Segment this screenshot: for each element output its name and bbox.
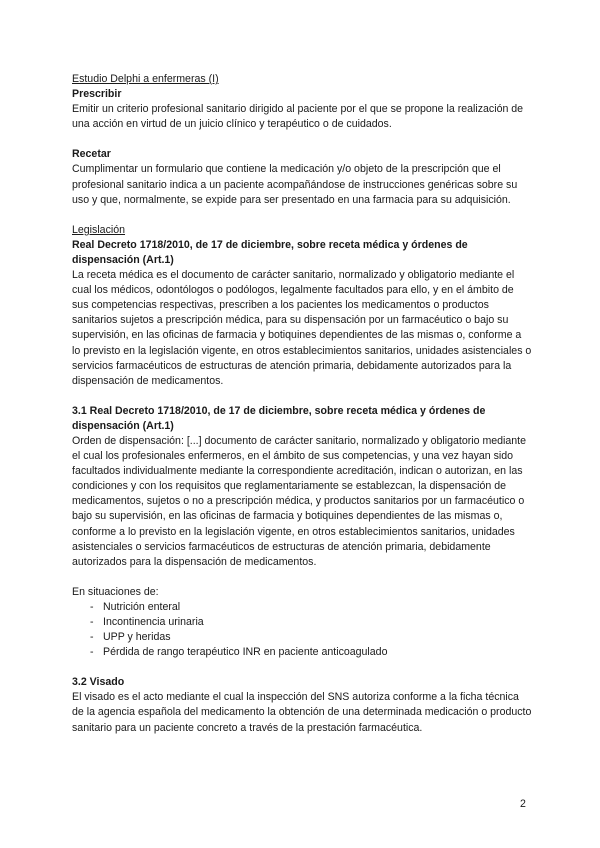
prescribir-text: Emitir un criterio profesional sanitario dirigido al paciente por el que se propone la realización de una acción en virtud de un juicio clínico y terapéutico o de cuidados. (72, 103, 524, 131)
spacer (72, 208, 532, 223)
list-item: - Incontinencia urinaria (88, 615, 532, 630)
real-decreto-3-1-text: Orden de dispensación: [...] documento de carácter sanitario, normalizado y obligatorio mediante el cual los profesionales enfermeros, en el ámbito de sus competencias, y una vez hayan sido facultados individualmente mediante la correspondiente acreditación, indican o autorizan, en las condiciones y con los requisitos que reglamentariamente se establezcan, la dispensación de medicamentos, sujetos o no a prescripción médica, y productos sanitarios por un farmacéutico o bajo su supervisión, en las oficinas de farmacia y botiquines dependientes de las mismas o, conforme a lo previsto en la legislación vigente, en otros establecimientos sanitarios, unidades asistenciales o servicios farmacéuticos de estructuras de atención primaria, debidamente autorizados para la dispensación de medicamentos. (72, 434, 527, 568)
real-decreto-text: La receta médica es el documento de carácter sanitario, normalizado y obligatorio mediante el cual los médicos, odontólogos o podólogos, legalmente facultados para ello, y en el ámbito de sus competencias respectivas, prescriben a los pacientes los medicamentos o productos sanitarios sujetos a prescripción médica, para su dispensación por un farmacéutico o bajo su supervisión, en las oficinas de farmacia y botiquines dependientes de las mismas o, conforme a lo previsto en la legislación vigente, en otros establecimientos sanitarios, unidades asistenciales o servicios farmacéuticos de estructuras de atención primaria, debidamente autorizados para la dispensación de medicamentos. (72, 269, 532, 387)
spacer (72, 132, 532, 147)
prescribir-title: Prescribir (72, 88, 122, 101)
section-heading: Estudio Delphi a enfermeras (I) (72, 73, 219, 85)
legislacion-heading: Legislación (72, 223, 126, 236)
real-decreto-title: Real Decreto 1718/2010, de 17 de diciembre, sobre receta médica y órdenes de dispensación (Art.1) (72, 238, 468, 266)
situaciones-list (72, 600, 532, 660)
document-page (72, 72, 532, 736)
recetar-title: Recetar (72, 148, 111, 161)
list-item: - UPP y heridas (88, 630, 532, 645)
spacer (72, 660, 532, 675)
recetar-text: Cumplimentar un formulario que contiene la medicación y/o objeto de la prescripción que el profesional sanitario indica a un paciente acompañándose de instrucciones genéricas sobre su uso y que, normalmente, se expide para ser presentado en una farmacia para su adquisición. (72, 163, 518, 206)
visado-text: El visado es el acto mediante el cual la inspección del SNS autoriza conforme a la ficha técnica de la agencia española del medicamento la obtención de una determinada medicación o producto sanitario para un paciente concreto a través de la prestación farmacéutica. (72, 691, 532, 734)
situaciones-intro: En situaciones de: (72, 585, 159, 598)
list-item: - Pérdida de rango terapéutico INR en paciente anticoagulado (88, 645, 532, 660)
spacer (72, 570, 532, 585)
visado-title: 3.2 Visado (72, 676, 125, 689)
list-item: - Nutrición enteral (88, 600, 532, 615)
real-decreto-3-1-title: 3.1 Real Decreto 1718/2010, de 17 de diciembre, sobre receta médica y órdenes de dispensación (Art.1) (72, 404, 486, 432)
spacer (72, 389, 532, 404)
page-number: 2 (520, 798, 526, 810)
